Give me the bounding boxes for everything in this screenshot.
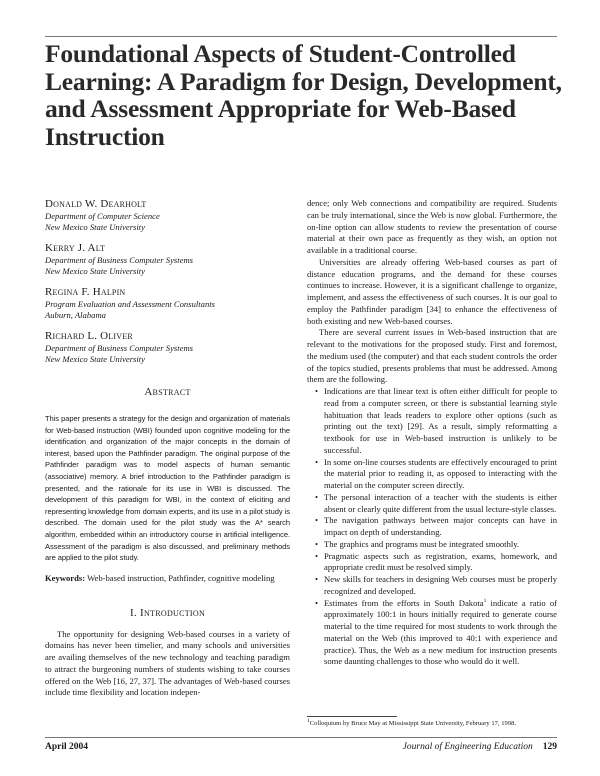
paper-title: Foundational Aspects of Student-Controlled Learning: A Paradigm for Design, Development, and Assessment Appropriate for Web-Based Instruction <box>45 39 562 151</box>
keywords-label: Keywords: <box>45 572 86 583</box>
author-affiliation: Auburn, Alabama <box>45 310 106 320</box>
list-item-text: The graphics and programs must be integrated smoothly. <box>324 538 520 549</box>
author-name: Richard L. Oliver <box>45 330 133 342</box>
author-affiliation: New Mexico State University <box>45 222 145 232</box>
author-block <box>45 198 290 233</box>
author-affiliation: Program Evaluation and Assessment Consultants <box>45 299 215 309</box>
author-block <box>45 286 290 321</box>
footer-journal: Journal of Engineering Education <box>402 742 533 752</box>
author-block <box>45 330 290 365</box>
list-item <box>307 515 557 539</box>
author-name: Kerry J. Alt <box>45 242 106 254</box>
issues-list <box>307 386 557 668</box>
list-item <box>307 551 557 575</box>
list-item-text: indicate a ratio of approximately 100:1 in hours initially required to generate course material to the time required for most students to work through the material on the Web (this improved to 40:1 with experience and practice). Thus, the Web as a new medium for instruction presents some daunting challenges to those who would do it well. <box>324 597 557 667</box>
body-paragraph: There are several current issues in Web-based instruction that are relevant to the motivations for the proposed study. First and foremost, the medium used (the computer) and that each student controls the order of the topics studied, presents problems that must be addressed. Among them are the following. <box>307 327 557 385</box>
bullet-icon: • <box>315 386 319 396</box>
bullet-icon: • <box>315 538 319 549</box>
bullet-icon: • <box>315 597 319 608</box>
bullet-icon: • <box>315 491 319 502</box>
author-name: Donald W. Dearholt <box>45 198 147 210</box>
list-item-text: The personal interaction of a teacher with the students is either absent or clearly quite different from the usual lecture-style classes. <box>324 491 557 514</box>
list-item-text: Pragmatic aspects such as registration, exams, homework, and appropriate credit must be resolved simply. <box>324 550 557 573</box>
author-affiliation: New Mexico State University <box>45 266 145 276</box>
list-item-text: Estimates from the efforts in South Dakota <box>324 597 484 608</box>
keywords <box>45 573 290 584</box>
footnote-rule <box>307 716 397 717</box>
list-item-text: Indications are that linear text is often either difficult for people to read from a computer screen, or there is substantial learning style habituation that leads readers to explore other options (such as printing out the text) [29]. As a result, simply reformatting a textbook for use in Web-based instruction is unlikely to be successful. <box>324 386 557 455</box>
abstract-heading: Abstract <box>144 386 191 398</box>
bullet-icon: • <box>315 515 319 526</box>
footnote-marker: 1 <box>483 597 487 604</box>
list-item <box>307 574 557 598</box>
bottom-rule <box>45 737 557 738</box>
top-rule <box>45 36 557 37</box>
body-paragraph: Universities are already offering Web-based courses as part of distance education programs, and the demand for these courses continues to increase. However, it is a significant challenge to organize, implement, and assess the effectiveness of such courses. It is our goal to employ the Pathfinder paradigm [34] to enhance the effectiveness of both existing and new Web-based courses. <box>307 256 557 326</box>
author-affiliation: Department of Business Computer Systems <box>45 255 193 265</box>
list-item <box>307 386 557 457</box>
intro-paragraph: The opportunity for designing Web-based courses in a variety of domains has never been timelier, and many schools and universities are availing themselves of the new technology and teaching paradigm to attract the burgeoning numbers of students wishing to take courses offered on the Web [16, 27, 37]. The advantages of Web-based courses include time flexibility and location indepen- <box>45 628 290 698</box>
footnote-text: Colloquium by Bruce May at Mississippi State University, February 17, 1998. <box>309 720 517 727</box>
page-number: 129 <box>542 742 557 752</box>
right-column <box>307 198 557 668</box>
list-item <box>307 598 557 669</box>
author-block <box>45 242 290 277</box>
list-item-text: New skills for teachers in designing Web courses must be properly recognized and developed. <box>324 574 557 596</box>
author-affiliation: Department of Computer Science <box>45 211 160 221</box>
footer-journal-block <box>403 742 557 752</box>
list-item-text: In some on-line courses students are effectively encouraged to print the material prior to reading it, as opposed to interacting with the material on the computer screen directly. <box>324 456 557 490</box>
footnote-mark: 1 <box>307 717 310 724</box>
author-name: Regina F. Halpin <box>45 286 126 298</box>
footnote <box>307 719 557 728</box>
footer-date: April 2004 <box>45 742 89 752</box>
bullet-icon: • <box>315 574 319 584</box>
section-heading: I. Introduction <box>129 606 206 619</box>
list-item-text: The navigation pathways between major concepts can have in impact on depth of understanding. <box>324 515 557 537</box>
body-paragraph: dence; only Web connections and compatibility are required. Students can be truly international, since the Web is now global. Furthermore, the on-line option can allow students to review the presentation of course material at their own pace as frequently as they wish, an option not available in a traditional course. <box>307 198 557 255</box>
bullet-icon: • <box>315 456 319 467</box>
list-item <box>307 539 557 551</box>
author-affiliation: New Mexico State University <box>45 354 145 364</box>
keywords-text: Web-based instruction, Pathfinder, cognitive modeling <box>85 572 275 583</box>
list-item <box>307 457 557 492</box>
author-affiliation: Department of Business Computer Systems <box>45 343 193 353</box>
bullet-icon: • <box>315 550 319 561</box>
list-item <box>307 492 557 516</box>
abstract-text: This paper presents a strategy for the design and organization of materials for Web-based instruction (WBI) founded upon cognitive modeling for the identification and organization of the major concepts in the domain of interest, based upon the Pathfinder paradigm. The original purpose of the Pathfinder paradigm was to model aspects of human semantic (associative) memory. A brief introduction to the Pathfinder paradigm is presented, and the rationale for its use in WBI is discussed. The development of this paradigm for WBI, in the context of eliciting and representing knowledge from domain experts, and its use in a pilot study is described. The domain used for the pilot study was the A* search algorithm, embedded within an introductory course in artificial intelligence. Assessment of the paradigm is also discussed, and preliminary methods are applied to the pilot study. <box>45 414 290 563</box>
left-column <box>45 198 290 699</box>
